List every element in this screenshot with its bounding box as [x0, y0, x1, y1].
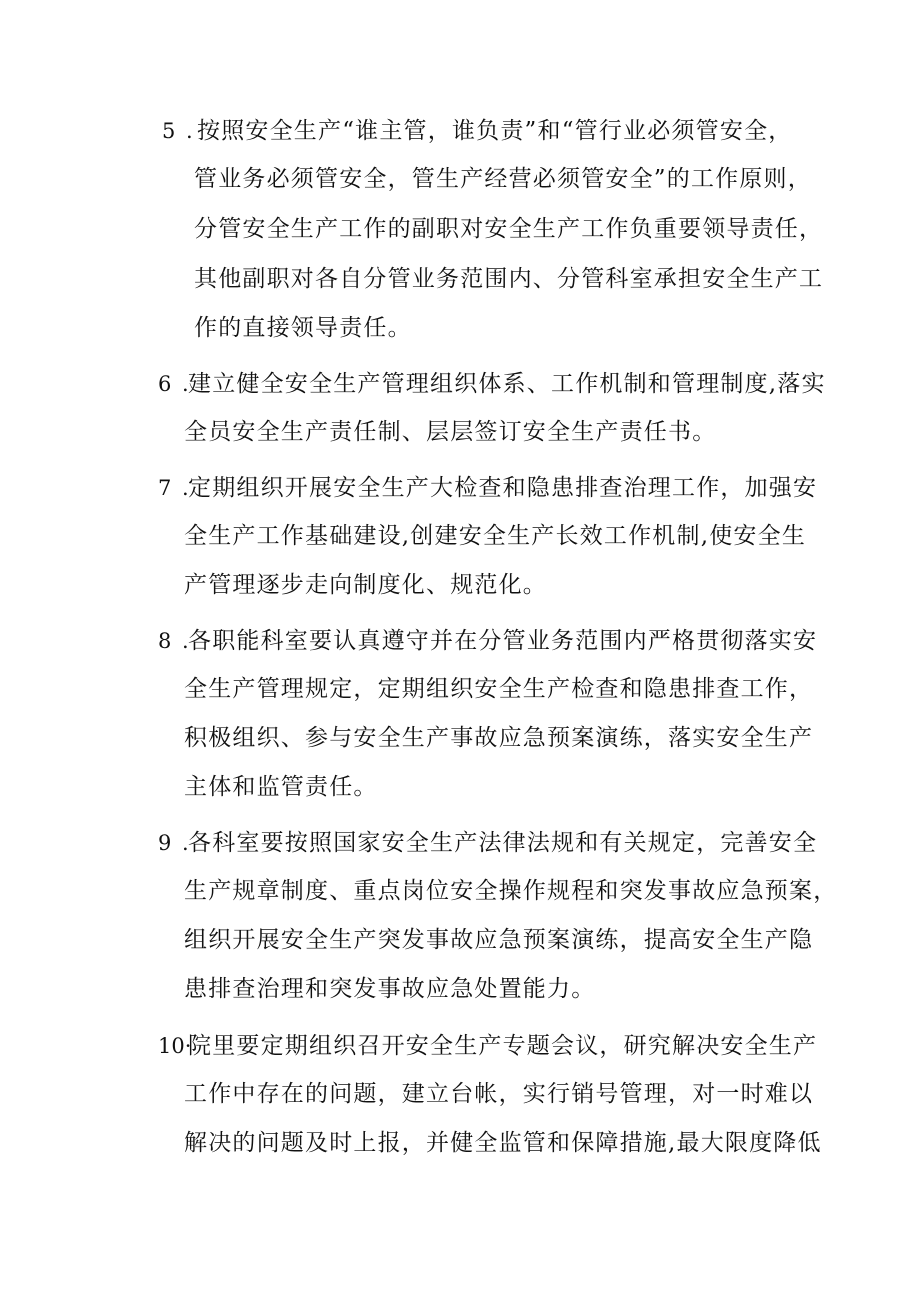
item-text-line: 主体和监管责任。: [184, 774, 378, 800]
item-text-line: 分管安全生产工作的副职对安全生产工作负重要领导责任，: [194, 216, 824, 242]
item-number: 7 .: [158, 476, 191, 500]
item-text-line: 解决的问题及时上报，并健全监管和保障措施,最大限度降低: [184, 1130, 822, 1156]
item-text-line: 建立健全安全生产管理组织体系、工作机制和管理制度,落实: [188, 371, 826, 397]
item-text-line: 按照安全生产“谁主管，谁负责”和“管行业必须管安全，: [197, 118, 793, 144]
item-text-line: 组织开展安全生产突发事故应急预案演练，提高安全生产隐: [184, 927, 814, 953]
item-text-line: 各职能科室要认真遵守并在分管业务范围内严格贯彻落实安: [188, 628, 818, 654]
item-text-line: 作的直接领导责任。: [194, 315, 412, 341]
item-text-line: 患排查治理和突发事故应急处置能力。: [184, 976, 596, 1002]
item-number: 5 .: [162, 119, 195, 143]
item-number: 10·: [158, 1034, 192, 1058]
item-number: 8 .: [158, 629, 191, 653]
item-text-line: 定期组织开展安全生产大检查和隐患排查治理工作，加强安: [188, 475, 818, 501]
item-text-line: 全员安全生产责任制、层层签订安全生产责任书。: [184, 419, 717, 445]
item-text-line: 管业务必须管安全，管生产经营必须管安全”的工作原则，: [194, 166, 812, 192]
item-text-line: 生产规章制度、重点岗位安全操作规程和突发事故应急预案，: [184, 878, 838, 904]
item-text-line: 积极组织、参与安全生产事故应急预案演练，落实安全生产: [184, 725, 814, 751]
item-number: 6 .: [158, 372, 191, 396]
item-text-line: 院里要定期组织召开安全生产专题会议，研究解决安全生产: [188, 1033, 818, 1059]
item-text-line: 全生产管理规定，定期组织安全生产检查和隐患排查工作，: [184, 676, 814, 702]
item-text-line: 其他副职对各自分管业务范围内、分管科室承担安全生产工: [194, 266, 824, 292]
item-number: 9 .: [158, 831, 191, 855]
item-text-line: 产管理逐步走向制度化、规范化。: [184, 572, 547, 598]
item-text-line: 全生产工作基础建设,创建安全生产长效工作机制,使安全生: [184, 523, 807, 549]
item-text-line: 工作中存在的问题，建立台帐，实行销号管理，对一时难以: [184, 1081, 814, 1107]
item-text-line: 各科室要按照国家安全生产法律法规和有关规定，完善安全: [188, 830, 818, 856]
